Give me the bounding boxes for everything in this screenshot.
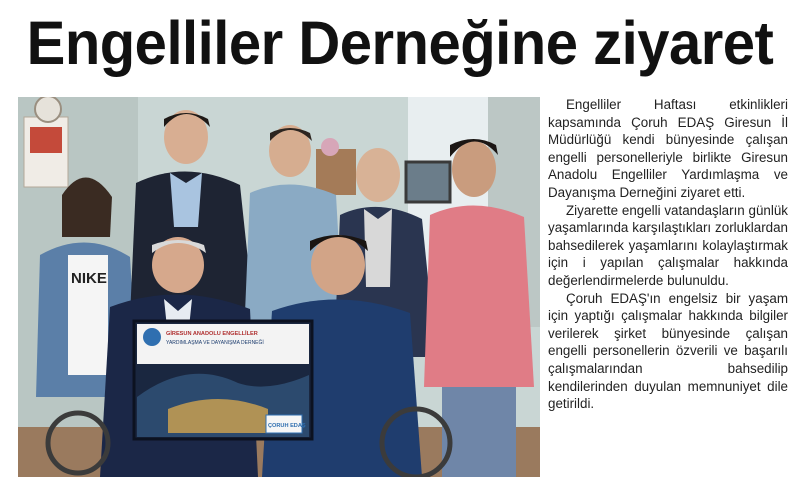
- shirt-text: NIKE: [71, 270, 107, 287]
- board-line2: YARDIMLAŞMA VE DAYANIŞMA DERNEĞİ: [166, 340, 264, 346]
- article-paragraph-2: Ziyarette engelli vatandaşların günlük yaşamlarında karşılaştıkları zorluklardan bahsedilerek yaşamlarını kolaylaştırmak için i yapılan çalışmalar hakkında değerlendirmelerde bulunuldu.: [548, 202, 788, 288]
- article-body: [548, 96, 788, 480]
- board-line1: GİRESUN ANADOLU ENGELLİLER: [166, 331, 258, 337]
- board-logo: ÇORUH EDAŞ: [268, 423, 306, 429]
- framed-picture-board: [134, 321, 312, 439]
- headline: Engelliler Derneğine ziyaret: [26, 9, 774, 78]
- news-photo: [18, 97, 540, 477]
- article-paragraph-3: Çoruh EDAŞ'ın engelsiz bir yaşam için yaptığı çalışmalar hakkında bilgiler verilerek şirket bünyesinde çalışan engelli personellerin özverili ve başarılı çalışmalarından bahsedilip kendilerinden duyulan memnuniyet dile getirildi.: [548, 290, 788, 412]
- article-paragraph-1: Engelliler Haftası etkinlikleri kapsamında Çoruh EDAŞ Giresun İl Müdürlüğü kendi bünyesinde çalışan engelli personelleriyle birlikte Giresun Anadolu Engelliler Yardımlaşma ve Dayanışma Derneğini ziyaret etti.: [548, 97, 788, 200]
